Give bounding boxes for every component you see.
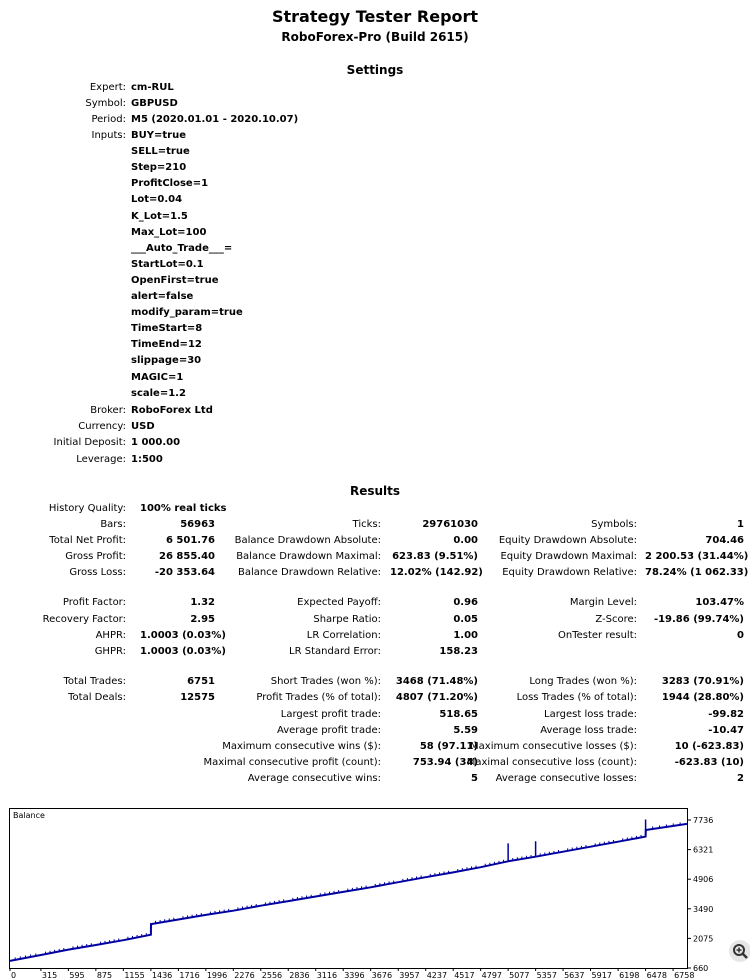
result-value: -20 353.64	[154, 567, 215, 578]
result-value: 158.23	[439, 646, 478, 657]
balance-chart	[9, 808, 745, 978]
x-tick-label: 4797	[481, 971, 503, 978]
result-label: Recovery Factor:	[42, 614, 126, 625]
period-value: M5 (2020.01.01 - 2020.10.07)	[131, 114, 299, 125]
result-label: Maximal consecutive loss (count):	[466, 757, 637, 768]
result-value: 2 200.53 (31.44%)	[645, 551, 749, 562]
result-value: 10 (-623.83)	[674, 741, 744, 752]
result-value: -10.47	[708, 725, 744, 736]
input-param-value: TimeEnd=12	[131, 339, 202, 351]
result-label: Ticks:	[352, 519, 381, 530]
result-label: Profit Factor:	[62, 597, 126, 608]
input-param-value: slippage=30	[131, 355, 202, 367]
result-label: Average loss trade:	[540, 725, 637, 736]
result-value: 1.0003 (0.03%)	[140, 646, 226, 657]
input-param-value: OpenFirst=true	[131, 274, 219, 286]
history-quality-value: 100% real ticks	[140, 503, 227, 514]
result-value: 0.00	[453, 535, 478, 546]
x-tick-label: 3676	[371, 971, 393, 978]
x-tick-label: 2276	[234, 971, 255, 978]
broker-value: RoboForex Ltd	[131, 405, 213, 416]
result-label: Total Net Profit:	[49, 535, 126, 546]
symbol-value: GBPUSD	[131, 98, 178, 109]
input-param-value: StartLot=0.1	[131, 258, 204, 270]
result-value: -99.82	[708, 709, 744, 720]
result-label: Maximum consecutive losses ($):	[470, 741, 637, 752]
broker-label: Broker:	[90, 405, 126, 416]
result-label: Equity Drawdown Absolute:	[498, 535, 637, 546]
result-value: 6751	[187, 676, 215, 687]
y-tick-label: 660	[693, 964, 709, 973]
input-param-value: modify_param=true	[131, 307, 243, 319]
result-label: OnTester result:	[557, 630, 637, 641]
input-param-value: MAGIC=1	[131, 371, 184, 383]
x-tick-label: 3396	[344, 971, 365, 978]
result-label: Expected Payoff:	[297, 597, 381, 608]
currency-value: USD	[131, 421, 155, 432]
result-value: 5	[471, 773, 478, 784]
zoom-button[interactable]	[729, 940, 750, 962]
x-tick-label: 5077	[509, 971, 530, 978]
result-label: Gross Loss:	[69, 567, 126, 578]
history-quality-label: History Quality:	[48, 503, 126, 514]
result-value: 0	[737, 630, 744, 641]
result-value: 753.94 (34)	[412, 757, 478, 768]
result-value: 3283 (70.91%)	[661, 676, 744, 687]
result-label: LR Correlation:	[306, 630, 381, 641]
result-value: 623.83 (9.51%)	[392, 551, 478, 562]
input-param-value: K_Lot=1.5	[131, 210, 188, 222]
x-tick-label: 0	[11, 971, 17, 978]
result-label: Short Trades (won %):	[270, 676, 381, 687]
input-param-value: ProfitClose=1	[131, 178, 209, 190]
result-value: 1.32	[190, 597, 215, 608]
x-tick-label: 6478	[646, 971, 667, 978]
result-label: Symbols:	[591, 519, 637, 530]
result-value: 56963	[180, 519, 215, 530]
result-label: Largest profit trade:	[280, 709, 381, 720]
input-param-value: Step=210	[131, 162, 187, 174]
y-tick-label: 2075	[693, 934, 714, 944]
result-label: Bars:	[100, 519, 126, 530]
x-tick-label: 5917	[591, 971, 612, 978]
x-tick-label: 6198	[619, 971, 640, 978]
input-param-value: Max_Lot=100	[131, 226, 207, 238]
result-value: 78.24% (1 062.33)	[645, 567, 749, 578]
result-value: 26 855.40	[159, 551, 215, 562]
input-param-value: BUY=true	[131, 130, 186, 141]
report-subtitle: RoboForex-Pro (Build 2615)	[281, 30, 469, 44]
expert-value: cm-RUL	[131, 82, 174, 93]
inputs-label: Inputs:	[91, 130, 126, 141]
input-param-value: SELL=true	[131, 146, 190, 158]
x-tick-label: 6758	[674, 971, 695, 978]
initial-deposit-label: Initial Deposit:	[53, 437, 126, 448]
period-label: Period:	[91, 114, 126, 125]
x-tick-label: 4517	[454, 971, 475, 978]
result-label: Long Trades (won %):	[529, 676, 637, 687]
x-tick-label: 1996	[206, 971, 228, 978]
x-tick-label: 2836	[289, 971, 310, 978]
result-label: Average profit trade:	[276, 725, 381, 736]
result-value: 58 (97.11)	[419, 741, 478, 752]
result-value: 6 501.76	[165, 535, 215, 546]
x-tick-label: 2556	[261, 971, 283, 978]
leverage-value: 1:500	[131, 454, 163, 465]
x-tick-label: 1716	[179, 971, 200, 978]
result-value: 518.65	[439, 709, 478, 720]
x-tick-label: 595	[69, 971, 85, 978]
x-tick-label: 3116	[316, 971, 338, 978]
result-label: Largest loss trade:	[544, 709, 637, 720]
result-label: Balance Drawdown Relative:	[237, 567, 381, 578]
x-tick-label: 5637	[564, 971, 585, 978]
result-value: 12575	[180, 692, 215, 703]
result-label: LR Standard Error:	[289, 646, 381, 657]
input-param-value: ___Auto_Trade___=	[131, 242, 233, 254]
x-tick-label: 875	[96, 971, 113, 978]
result-value: -623.83 (10)	[674, 757, 744, 768]
x-tick-label: 3957	[399, 971, 420, 978]
x-tick-label: 4237	[426, 971, 448, 978]
result-label: Balance Drawdown Maximal:	[236, 551, 381, 562]
result-label: Maximum consecutive wins ($):	[222, 741, 381, 752]
result-label: Maximal consecutive profit (count):	[203, 757, 381, 768]
input-param-value: TimeStart=8	[131, 323, 203, 335]
result-value: 3468 (71.48%)	[395, 676, 478, 687]
result-label: Total Trades:	[63, 676, 126, 687]
result-value: 4807 (71.20%)	[395, 692, 478, 703]
leverage-label: Leverage:	[76, 454, 126, 465]
result-value: 1	[737, 519, 744, 530]
x-tick-label: 1436	[151, 971, 173, 978]
result-value: 704.46	[705, 535, 744, 546]
result-label: Equity Drawdown Relative:	[502, 567, 637, 578]
y-tick-label: 4906	[693, 875, 714, 885]
input-param-value: scale=1.2	[131, 387, 186, 399]
settings-heading: Settings	[346, 63, 404, 77]
result-label: Gross Profit:	[65, 551, 126, 562]
result-label: Sharpe Ratio:	[313, 614, 381, 625]
initial-deposit-value: 1 000.00	[131, 437, 181, 448]
result-label: Average consecutive wins:	[247, 773, 381, 784]
y-tick-label: 6321	[693, 845, 714, 855]
result-value: 1944 (28.80%)	[661, 692, 744, 703]
result-value: 12.02% (142.92)	[390, 567, 483, 578]
result-label: Z-Score:	[595, 614, 637, 625]
input-param-value: alert=false	[131, 291, 194, 302]
result-value: 0.96	[453, 597, 478, 608]
result-value: 0.05	[453, 614, 478, 625]
result-value: -19.86 (99.74%)	[653, 614, 744, 625]
result-value: 2	[737, 773, 744, 784]
expert-label: Expert:	[89, 82, 126, 93]
result-value: 2.95	[190, 614, 215, 625]
results-heading: Results	[349, 484, 401, 498]
result-value: 103.47%	[695, 597, 744, 608]
result-label: Equity Drawdown Maximal:	[500, 551, 637, 562]
result-label: Average consecutive losses:	[495, 773, 637, 784]
y-tick-label: 3490	[693, 904, 714, 914]
result-label: AHPR:	[95, 630, 126, 641]
result-label: Profit Trades (% of total):	[256, 692, 381, 703]
x-tick-label: 1155	[124, 971, 145, 978]
result-label: Loss Trades (% of total):	[516, 692, 637, 703]
result-label: Balance Drawdown Absolute:	[234, 535, 381, 546]
result-label: GHPR:	[94, 646, 126, 657]
result-value: 1.00	[453, 630, 478, 641]
chart-title: Balance	[13, 811, 45, 820]
result-value: 1.0003 (0.03%)	[140, 630, 226, 641]
x-tick-label: 315	[41, 971, 58, 978]
symbol-label: Symbol:	[85, 98, 126, 109]
chart-plot-area	[10, 809, 688, 969]
result-label: Total Deals:	[68, 692, 126, 703]
magnifier-icon	[729, 940, 750, 962]
report-title: Strategy Tester Report	[271, 7, 479, 26]
result-label: Margin Level:	[569, 597, 637, 608]
y-tick-label: 7736	[693, 816, 714, 825]
input-param-value: Lot=0.04	[131, 194, 183, 206]
result-value: 5.59	[453, 725, 478, 736]
result-value: 29761030	[422, 519, 478, 530]
x-tick-label: 5357	[536, 971, 557, 978]
balance-chart-svg	[9, 808, 745, 978]
currency-label: Currency:	[78, 421, 126, 432]
